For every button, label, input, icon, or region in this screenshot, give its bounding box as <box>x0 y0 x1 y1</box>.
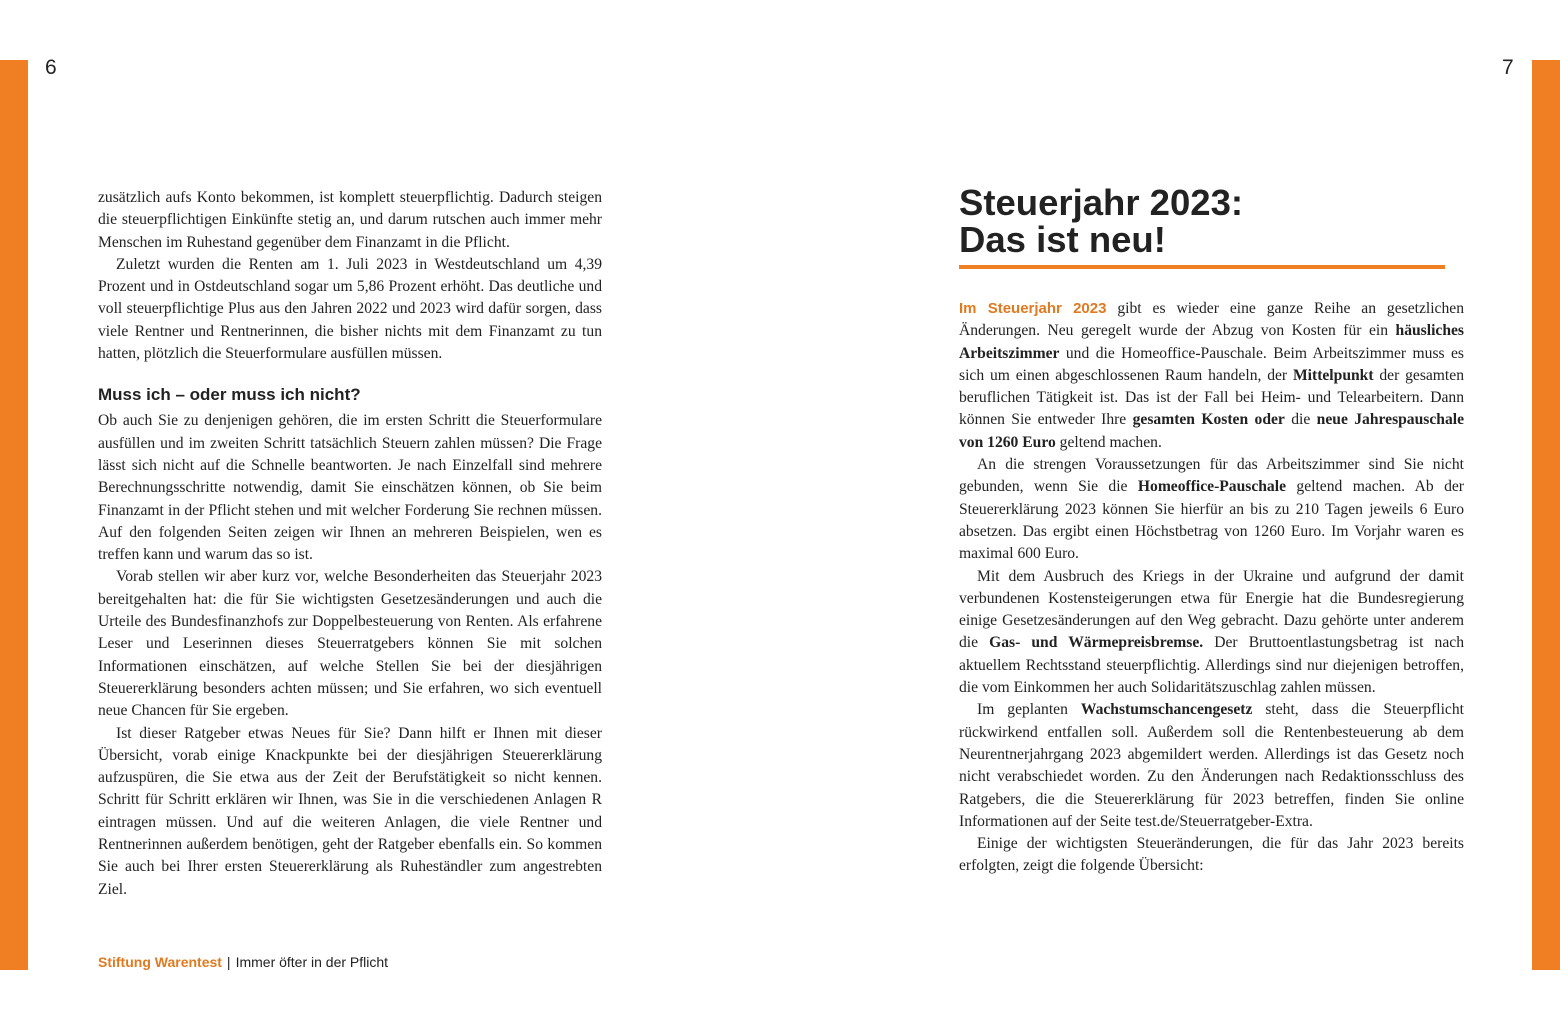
title-underline <box>959 265 1445 269</box>
chapter-title-line-1: Steuerjahr 2023: <box>959 182 1244 223</box>
chapter-title-line-2: Das ist neu! <box>959 219 1166 260</box>
body-paragraph: zusätzlich aufs Konto bekommen, ist komplett steuerpflichtig. Dadurch steigen die steuerpflichtigen Einkünfte stetig an, und darum rutschen auch immer mehr Menschen im Ruhestand gegenüber dem Finanzamt in die Pflicht. <box>98 189 602 251</box>
chapter-title <box>959 184 1459 258</box>
body-paragraph <box>959 454 1464 565</box>
text-run: An die strengen Voraussetzungen für das Arbeitszimmer sind Sie nicht gebunden, wenn Sie die <box>959 456 1464 496</box>
right-edge-bar <box>1532 60 1560 970</box>
footer-separator: | <box>226 954 231 970</box>
bold-term: Homeoffice-Pauschale <box>1137 478 1286 496</box>
body-paragraph <box>959 566 1464 700</box>
text-run: Im geplanten <box>977 701 1081 719</box>
right-page-body <box>959 298 1464 878</box>
text-run: und die Homeoffice-Pauschale. Beim Arbeitszimmer muss es sich um einen abgeschlossenen Raum handeln, der <box>959 344 1464 384</box>
footer-chapter-title: Immer öfter in der Pflicht <box>235 954 389 970</box>
text-run: steht, dass die Steuerpflicht rückwirkend entfallen soll. Außerdem soll die Rentenbesteuerung ab dem Neurentnerjahrgang 2023 abgemildert werden. Allerdings ist das Gesetz noch nicht verabschiedet worden. Zu den Änderungen nach Redaktionsschluss des Ratgebers, die die Steuererklärung für 2023 betreffen, finden Sie online Informationen auf der Seite test.de/Steuerratgeber-Extra. <box>959 701 1464 830</box>
bold-term: Wachstumschancengesetz <box>1080 701 1253 719</box>
body-paragraph: Ob auch Sie zu denjenigen gehören, die im ersten Schritt die Steuerformulare ausfüllen und im zweiten Schritt tatsächlich Steuern zahlen müssen? Die Frage lässt sich nicht auf die Schnelle beantworten. Je nach Einzelfall sind mehrere Berechnungsschritte notwendig, damit Sie einschätzen können, ob Sie beim Finanzamt in der Pflicht stehen und mit welcher Forderung Sie rechnen müssen. Auf den folgenden Seiten zeigen wir Ihnen an mehreren Beispielen, wen es treffen kann und warum das so ist. <box>98 412 602 564</box>
left-page-body <box>98 187 602 901</box>
body-paragraph <box>959 298 1464 454</box>
text-run: gibt es wieder eine ganze Reihe an gesetzlichen Änderungen. Neu geregelt wurde der Abzug von Kosten für ein <box>959 300 1464 340</box>
page-number-right: 7 <box>1502 56 1514 79</box>
lead-in: Im Steuerjahr 2023 <box>959 300 1107 317</box>
bold-term: häusliches Arbeitszimmer <box>959 322 1464 362</box>
text-run: Mit dem Ausbruch des Kriegs in der Ukraine und aufgrund der damit verbundenen Kostensteigerungen etwa für Energie hat die Bundesregierung einige Gesetzesänderungen auf den Weg gebracht. Dazu gehörte unter anderem die <box>959 567 1464 652</box>
text-run: geltend machen. Ab der Steuererklärung 2023 können Sie hierfür an bis zu 210 Tagen jeweils 6 Euro absetzen. Das ergibt einen Höchstbetrag von 1260 Euro. Im Vorjahr waren es maximal 600 Euro. <box>959 478 1464 563</box>
body-paragraph: Zuletzt wurden die Renten am 1. Juli 2023 in Westdeutschland um 4,39 Prozent und in Ostdeutschland sogar um 5,86 Prozent erhöht. Das deutliche und voll steuerpflichtige Plus aus den Jahren 2022 und 2023 wird dafür sorgen, dass viele Rentner und Rentnerinnen, die bisher nichts mit dem Finanzamt zu tun hatten, plötzlich die Steuerformulare ausfüllen müssen. <box>98 255 602 363</box>
left-edge-bar <box>0 60 28 970</box>
bold-term: Mittelpunkt <box>1292 366 1374 384</box>
text-run: geltend machen. <box>1055 433 1162 451</box>
page-number-left: 6 <box>45 56 57 79</box>
footer-brand: Stiftung Warentest <box>98 954 222 970</box>
text-run: die <box>1284 411 1317 429</box>
body-paragraph <box>959 699 1464 833</box>
body-paragraph: Ist dieser Ratgeber etwas Neues für Sie? Dann hilft er Ihnen mit dieser Übersicht, vorab einige Knackpunkte bei der diesjährigen Steuererklärung aufzuspüren, die Sie etwa aus der Zeit der Berufstätigkeit so nicht kennen. Schritt für Schritt erklären wir Ihnen, was Sie in die verschiedenen Anlagen R eintragen müssen. Und auf die weiteren Anlagen, die viele Rentner und Rentnerinnen außerdem benötigen, geht der Ratgeber ebenfalls ein. So kommen Sie auch bei Ihrer ersten Steuererklärung als Ruheständler zum angestrebten Ziel. <box>98 724 602 898</box>
section-heading: Muss ich – oder muss ich nicht? <box>98 385 361 405</box>
text-run: Der Bruttoentlastungsbetrag ist nach aktuellem Rechtsstand steuerpflichtig. Allerdings sind nur diejenigen betroffen, die vom Einkommen her auch Solidaritätszuschlag zahlen müssen. <box>959 634 1464 697</box>
body-paragraph: Vorab stellen wir aber kurz vor, welche Besonderheiten das Steuerjahr 2023 bereitgehalten hat: die für Sie wichtigsten Gesetzesänderungen und auch die Urteile des Bundesfinanzhofs zur Doppelbesteuerung von Renten. Als erfahrene Leser und Leserinnen dieses Steuerratgebers können Sie mit solchen Informationen einschätzen, auf welche Stellen Sie bei der diesjährigen Steuererklärung besonders achten müssen; und Sie erfahren, wo sich eventuell neue Chancen für Sie ergeben. <box>98 568 602 720</box>
page-footer <box>98 953 388 971</box>
text-run: der gesamten beruflichen Tätigkeit ist. Das ist der Fall bei Heim- und Telearbeitern. Dann können Sie entweder Ihre <box>959 366 1464 429</box>
body-paragraph: Einige der wichtigsten Steueränderungen, die für das Jahr 2023 bereits erfolgten, zeigt die folgende Übersicht: <box>959 835 1464 875</box>
bold-term: gesamten Kosten oder <box>1132 411 1285 429</box>
bold-term: Gas- und Wärmepreisbremse. <box>989 634 1204 652</box>
bold-term: neue Jahrespauschale von 1260 Euro <box>959 411 1464 451</box>
